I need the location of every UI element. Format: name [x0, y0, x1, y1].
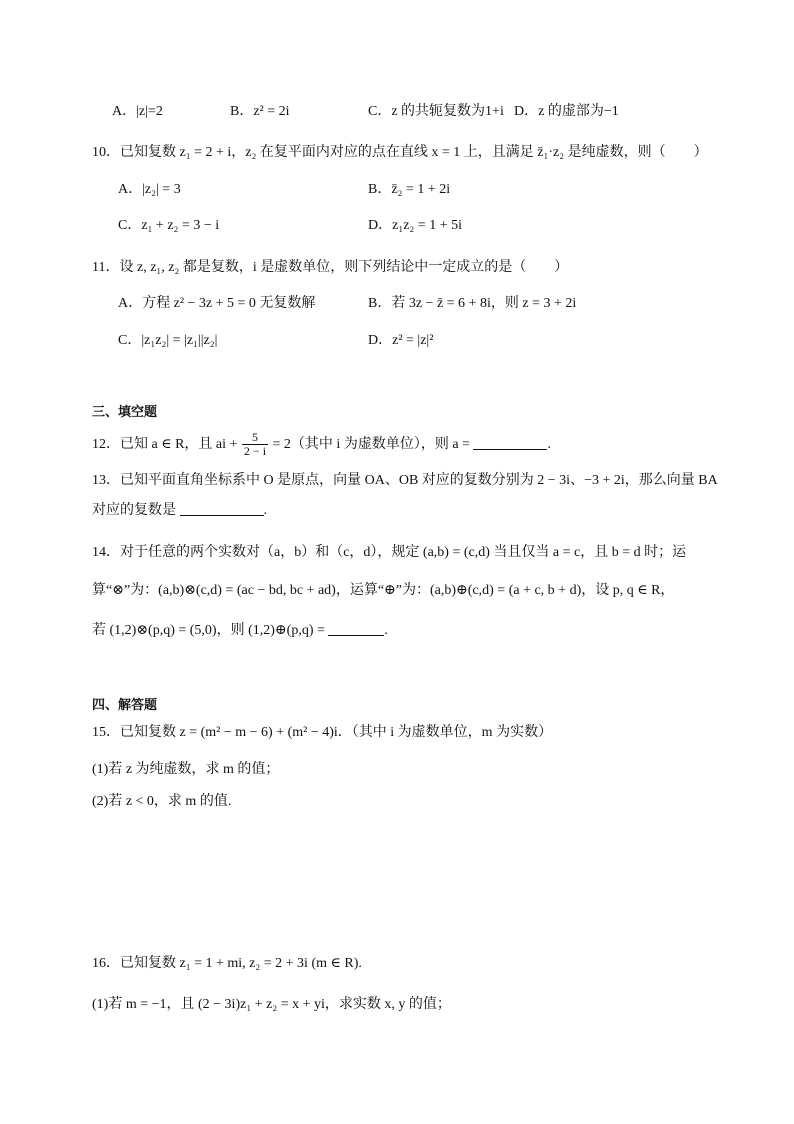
- section-solutions-heading: 四、解答题: [92, 698, 158, 713]
- q14-line-2: 算“⊗”为：(a,b)⊗(c,d) = (ac − bd, bc + ad)，运算“⊕”为：(a,b)⊕(c,d) = (a + c, b + d)，设 p, q ∈ R，: [92, 583, 675, 598]
- q9-option-a: A．|z|=2: [112, 104, 163, 119]
- q13-line-2: [92, 502, 267, 520]
- q14-line-1: 14．对于任意的两个实数对（a，b）和（c，d），规定 (a,b) = (c,d) 当且仅当 a = c，且 b = d 时；运: [92, 545, 687, 560]
- q15-part-1: (1)若 z 为纯虚数，求 m 的值；: [92, 762, 280, 777]
- q12-prefix: 12．已知 a ∈ R，且 ai +: [92, 437, 238, 452]
- q14-line-3: [92, 622, 388, 640]
- q10-stem: 10．已知复数 z₁ = 2 + i，z₂ 在复平面内对应的点在直线 x = 1 上，且满足 z̄₁·z₂ 是纯虚数，则（ ）: [92, 145, 708, 160]
- q12-fraction: [242, 431, 268, 458]
- q13-line-2-text: 对应的复数是: [92, 503, 176, 518]
- q13-line-1: 13．已知平面直角坐标系中 O 是原点，向量 OA、OB 对应的复数分别为 2 − 3i、−3 + 2i，那么向量 BA: [92, 473, 718, 488]
- q12-end: .: [547, 437, 551, 452]
- q11-option-c: C．|z₁z₂| = |z₁||z₂|: [118, 333, 218, 348]
- q10-option-a: A．|z₂| = 3: [118, 182, 181, 197]
- q10-option-d: D．z₁z₂ = 1 + 5i: [368, 218, 462, 233]
- q13-end: .: [263, 503, 267, 518]
- q15-part-2: (2)若 z < 0，求 m 的值.: [92, 794, 232, 809]
- q16-part-1: (1)若 m = −1，且 (2 − 3i)z₁ + z₂ = x + yi，求实数 x, y 的值；: [92, 997, 451, 1012]
- q12-line: [92, 430, 551, 460]
- q10-option-b: B．z̄₂ = 1 + 2i: [368, 182, 451, 197]
- q15-stem: 15．已知复数 z = (m² − m − 6) + (m² − 4)i．（其中 i 为虚数单位，m 为实数）: [92, 725, 553, 740]
- q11-option-a: A．方程 z² − 3z + 5 = 0 无复数解: [118, 296, 316, 311]
- q14-answer-blank[interactable]: [328, 635, 384, 636]
- q9-option-d: D．z 的虚部为−1: [514, 104, 619, 119]
- q9-option-c: C．z 的共轭复数为1+i: [368, 104, 504, 119]
- q11-stem: 11．设 z, z₁, z₂ 都是复数，i 是虚数单位，则下列结论中一定成立的是（ ）: [92, 260, 569, 275]
- q11-option-b: B．若 3z − z̄ = 6 + 8i，则 z = 3 + 2i: [368, 296, 577, 311]
- q11-option-d: D．z² = |z|²: [368, 333, 434, 348]
- q14-line-3-text: 若 (1,2)⊗(p,q) = (5,0)，则 (1,2)⊕(p,q) =: [92, 623, 325, 638]
- q16-stem: 16．已知复数 z₁ = 1 + mi, z₂ = 2 + 3i (m ∈ R).: [92, 956, 362, 971]
- q10-option-c: C．z₁ + z₂ = 3 − i: [118, 218, 220, 233]
- q12-suffix: = 2（其中 i 为虚数单位），则 a =: [272, 437, 470, 452]
- q9-option-b: B．z² = 2i: [230, 104, 290, 119]
- q13-answer-blank[interactable]: [180, 515, 264, 516]
- q14-end: .: [384, 623, 388, 638]
- q12-fraction-denominator: 2 − i: [243, 444, 267, 459]
- section-fill-in-heading: 三、填空题: [92, 405, 158, 420]
- q12-fraction-numerator: 5: [242, 431, 268, 445]
- q12-answer-blank[interactable]: [473, 449, 547, 450]
